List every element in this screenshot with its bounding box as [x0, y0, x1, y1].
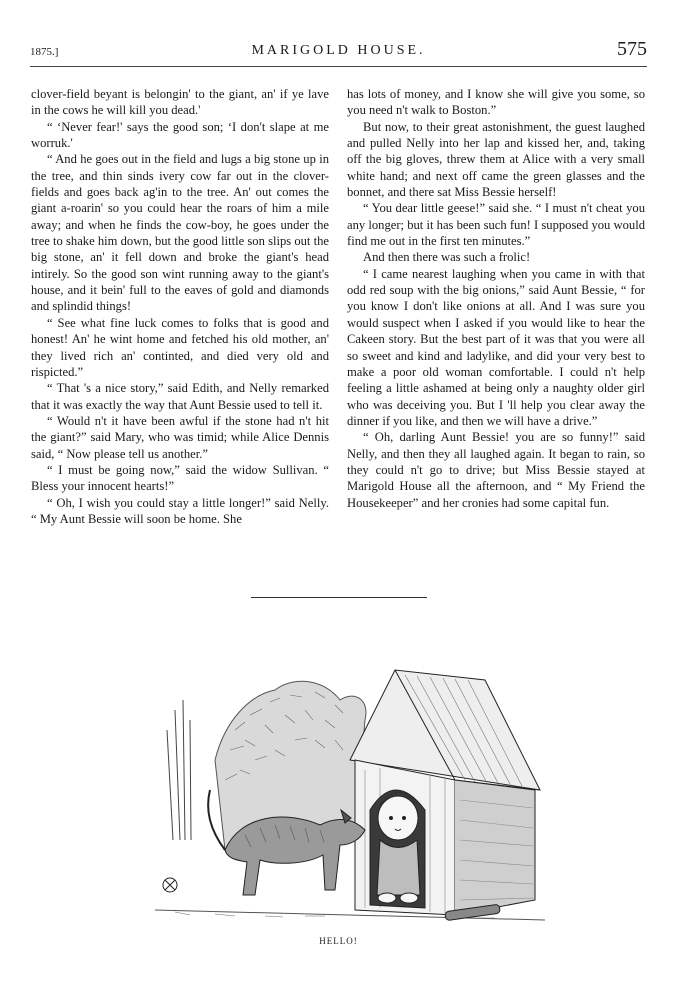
paragraph: “ Would n't it have been awful if the stone had n't hit the giant?” said Mary, who was timid; while Alice Dennis said, “ Now please tell us another.” — [31, 413, 329, 461]
paragraph: “ I came nearest laughing when you came in with that odd red soup with the big onions,” said Aunt Bessie, “ for you know I don't like onions at all. And I was sure you would suspect when I asked if you would like to hear the Cakeen story. But the best part of it was that you were all so sweet and kind and ladylike, and did your very best to make a poor old woman comfortable. I could n't help feeling a little ashamed at being only a naughty older girl who was deceiving you. But I 'll help you clear away the dinner if you like, and then we will have a drive.” — [347, 266, 645, 428]
section-divider — [251, 597, 427, 598]
paragraph: “ And he goes out in the field and lugs a big stone up in the tree, and thin sinds ivery cow far out in the clover-fields and goes back ag'in to the tree. An' out comes the giant a-roarin' so you could hear the roars of him a mile away; and when he finds the cow-boy, he goes under the tree to shake him down, but the good little son slips out the big stone, an' it fell down and broke the giant's head intirely. So the good son wint running away to the giant's house, and it bein' full to the eaves of gold and diamonds and splindid things! — [31, 152, 329, 314]
engraving-dog-and-child-at-doghouse — [155, 640, 545, 940]
paragraph: “ I must be going now,” said the widow Sullivan. “ Bless your innocent hearts!” — [31, 462, 329, 494]
paragraph: And then there was such a frolic! — [363, 250, 531, 265]
paragraph: But now, to their great astonishment, the guest laughed and pulled Nelly into her lap and kissed her, and, taking off the big gloves, threw them at Alice with a very small white hand; and next off came the green glasses and the bonnet, and there sat Miss Bessie herself! — [347, 119, 645, 200]
paragraph: “ That 's a nice story,” said Edith, and Nelly remarked that it was exactly the way that Aunt Bessie used to tell it. — [31, 381, 329, 412]
paragraph: “ ‘Never fear!' says the good son; ‘I don't slape at me worruk.' — [31, 119, 329, 151]
header-title: MARIGOLD HOUSE. — [251, 43, 426, 58]
paragraph: “ Oh, darling Aunt Bessie! you are so funny!” said Nelly, and then they all laughed again. It began to rain, so they could n't go to drive; but Miss Bessie stayed at Marigold House all the afternoon, and “ My Friend the Housekeeper” and her cronies had some capital fun. — [347, 430, 645, 510]
paragraph: “ You dear little geese!” said she. “ I must n't cheat you any longer; but it has been such fun! I supposed you would find me out in the first ten minutes.” — [347, 201, 645, 249]
paragraph: “ See what fine luck comes to folks that is good and honest! An' he wint home and fetched his old mother, an' they lived rich an' continted, and died very old and rispicted.” — [31, 315, 329, 379]
illustration-caption: HELLO! — [319, 936, 358, 946]
paragraph: “ Oh, I wish you could stay a little longer!” said Nelly. “ My Aunt Bessie will soon be home. She — [31, 495, 329, 526]
left-column — [31, 86, 329, 527]
running-header — [30, 40, 647, 67]
right-column — [347, 86, 645, 511]
paragraph: has lots of money, and I know she will give you some, so you need n't walk to Boston.” — [347, 87, 645, 118]
header-year: 1875.] — [30, 46, 59, 58]
paragraph: clover-field beyant is belongin' to the giant, an' if ye lave in the cows he will kill you dead.' — [31, 87, 329, 118]
page-number: 575 — [617, 38, 647, 60]
